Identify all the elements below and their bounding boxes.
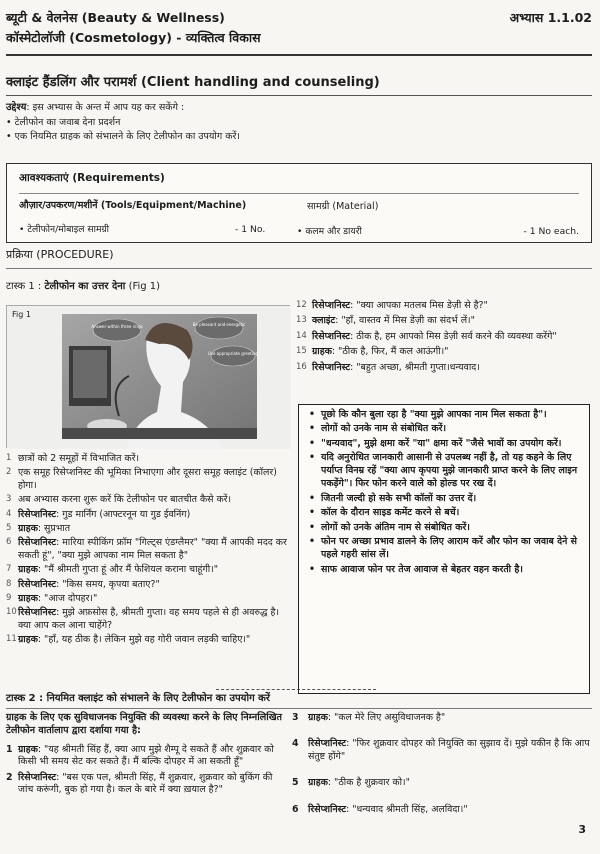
objective-item-2: • एक नियमित ग्राहक को संभालने के लिए टेलीफोन का उपयोग करें। [6, 131, 241, 143]
list-item: 5 ग्राहक: सुप्रभात [6, 523, 71, 535]
divider [19, 193, 579, 194]
dialogue-list-left [6, 453, 290, 649]
tip-item: • लोगों को उनके नाम से संबोधित करें। [321, 423, 581, 436]
page-header [6, 10, 592, 56]
requirements-title: आवश्यकताएं (Requirements) [19, 172, 165, 184]
bubble-text-2: Be pleasant and energetic [192, 322, 246, 327]
list-item: 1 ग्राहक: "यह श्रीमती सिंह हैं, क्या आप मुझे शैम्पू दे सकते हैं और शुक्रवार को किसी भी समय सेट कर सकते हैं। मैं बल्कि दोपहर में आ सकती हूँ" [6, 744, 274, 768]
list-item: 13 क्लाइंट: "हाँ, वास्तव में मिस डेज़ी का संदर्भ लें।" [296, 315, 475, 327]
list-item: 4 रिसेप्शनिस्ट: गुड मार्निंग (आफ्टरनून या गुड ईवनिंग) [6, 508, 191, 520]
tips-box [298, 404, 590, 694]
objective-section [6, 101, 566, 144]
tip-item: • "धन्यवाद", मुझे क्षमा करें "या" क्षमा करें "जैसे भावों का उपयोग करें। [321, 438, 581, 451]
material-qty: - 1 No each. [523, 226, 579, 237]
divider [216, 689, 376, 690]
requirements-box [6, 163, 592, 243]
tools-item: • टेलीफोन/मोबाइल सामग्री [19, 224, 110, 235]
task1-title: टेलीफोन का उत्तर देना [44, 281, 126, 292]
material-header: सामग्री (Material) [307, 201, 379, 212]
receptionist-illustration [7, 306, 291, 449]
task1-label: टास्क 1 : [6, 281, 42, 292]
divider [6, 268, 592, 269]
header-line-1: ब्यूटी & वेलनेस (Beauty & Wellness) [6, 10, 225, 25]
task2-list-left [6, 744, 290, 800]
list-item: 14 रिसेप्शनिस्ट: ठीक है, हम आपको मिस डेज़ी सर्व करने की व्यवस्था करेंगे" [296, 330, 557, 342]
task1-ref: (Fig 1) [128, 281, 161, 292]
list-item: 3 अब अभ्यास करना शुरू करें कि टेलीफोन पर बातचीत कैसे करें। [6, 494, 232, 506]
tip-item: • कॉल के दौरान साइड कमेंट करने से बचें। [321, 507, 581, 520]
list-item: 6 रिसेप्शनिस्ट: "धन्यवाद श्रीमती सिंह, अलविदा।" [292, 803, 468, 815]
list-item: 2 रिसेप्शनिस्ट: "बस एक पल, श्रीमती सिंह, मैं शुक्रवार, शुक्रवार को बुकिंग की जांच करूंगी, बुक हो गया है। कल के बारे में क्या ख़याल है?" [6, 771, 273, 796]
dialogue-list-right [296, 300, 592, 377]
tip-item: • यदि अनुरोधित जानकारी आसानी से उपलब्ध नहीं है, तो यह कहने के लिए पर्याप्त विनम्र रहें "क्या आप कृपया मुझे जानकारी प्राप्त करने के लिए लाइन पकड़ेंगे"। फिर फोन करने वाले को होल्ड पर रख दें। [321, 452, 581, 491]
list-item: 11 ग्राहक: "हाँ, यह ठीक है। लेकिन मुझे वह गोरी जवान लड़की चाहिए।" [6, 634, 251, 646]
exercise-title: क्लाइंट हैंडलिंग और परामर्श (Client handling and counseling) [6, 75, 380, 90]
list-item: 4 रिसेप्शनिस्ट: "फिर शुक्रवार दोपहर को नियुक्ति का सुझाव दें। मुझे यकीन है कि आप संतुष्ट होंगे" [292, 738, 590, 762]
tip-item: • पूछो कि कौन बुला रहा है "क्या मुझे आपका नाम मिल सकता है"। [321, 409, 581, 422]
page-number: 3 [578, 823, 586, 837]
speech-bubble-1 [93, 319, 141, 341]
list-item: 3 ग्राहक: "कल मेरे लिए असुविधाजनक है" [292, 712, 446, 723]
bubble-text-3: Use appropriate greeting [207, 351, 259, 356]
list-item: 2 एक समूह रिसेप्शनिस्ट की भूमिका निभाएगा और दूसरा समूह क्लाइंट (कॉलर) होगा। [6, 467, 277, 491]
list-item: 6 रिसेप्शनिस्ट: मारिया स्पीकिंग फ्रॉम "गिल्ट्स एंडग्लैमर" "क्या मैं आपकी मदद कर सकती हूं", "क्या मुझे आपका नाम मिल सकता है" [6, 537, 287, 561]
divider [6, 708, 592, 709]
speech-bubble-2 [195, 317, 243, 339]
list-item: 10 रिसेप्शनिस्ट: मुझे अफ़सोस है, श्रीमती गुप्ता। वह समय पहले से ही अवरुद्ध है। क्या आप कल आना चाहेंगे? [6, 607, 280, 631]
bubble-text-1: Answer within three rings [91, 324, 143, 329]
tip-item: • जितनी जल्दी हो सके सभी कॉलों का उत्तर दें। [321, 493, 581, 506]
header-line-2: कॉस्मेटोलॉजी (Cosmetology) - व्यक्तित्व विकास [6, 29, 261, 45]
tools-header: औज़ार/उपकरण/मशीनें (Tools/Equipment/Machine) [19, 200, 247, 211]
list-item: 12 रिसेप्शनिस्ट: "क्या आपका मतलब मिस डेज़ी से है?" [296, 300, 488, 311]
objective-label: उद्देश्य [6, 102, 27, 113]
list-item: 8 रिसेप्शनिस्ट: "किस समय, कृपया बताए?" [6, 578, 160, 590]
procedure-heading: प्रक्रिया (PROCEDURE) [6, 248, 114, 261]
task2-list-right [292, 712, 592, 830]
figure-label: Fig 1 [12, 310, 31, 319]
task1-heading [6, 280, 160, 293]
list-item: 15 ग्राहक: "ठीक है, फिर, मैं कल आऊंगी।" [296, 346, 449, 358]
tip-item: • फोन पर अच्छा प्रभाव डालने के लिए आराम करें और फोन का जवाब देने से पहले गहरी सांस लें। [321, 536, 581, 562]
figure-1 [6, 305, 290, 448]
exercise-number: अभ्यास 1.1.02 [509, 10, 592, 25]
list-item: 1 छात्रों को 2 समूहों में विभाजित करें। [6, 453, 140, 464]
material-item: • कलम और डायरी [297, 226, 362, 237]
objective-text: : इस अभ्यास के अन्त में आप यह कर सकेंगे : [26, 102, 185, 113]
objective-item-1: • टेलीफोन का जवाब देना प्रदर्शन [6, 116, 121, 128]
list-item: 5 ग्राहक: "ठीक है शुक्रवार को।" [292, 777, 410, 789]
divider [6, 95, 592, 96]
task2-heading: टास्क 2 : नियमित क्लाइंट को संभालने के लिए टेलीफोन का उपयोग करें [6, 693, 270, 704]
tip-item: • साफ आवाज फोन पर तेज आवाज से बेहतर वहन करती है। [321, 564, 581, 577]
speech-bubble-3 [211, 346, 255, 366]
list-item: 16 रिसेप्शनिस्ट: "बहुत अच्छा, श्रीमती गुप्ता।धन्यवाद। [296, 361, 480, 373]
tools-qty: - 1 No. [235, 224, 266, 235]
list-item: 7 ग्राहक: "मैं श्रीमती गुप्ता हूं और मैं फेशियल कराना चाहूंगी।" [6, 564, 219, 576]
task2-intro: ग्राहक के लिए एक सुविधाजनक नियुक्ति की व्यवस्था करने के लिए निम्नलिखित टेलीफोन वार्तालाप द्वारा दर्शाया गया है: [6, 712, 283, 736]
tip-item: • लोगों को उनके अंतिम नाम से संबोधित करें। [321, 522, 581, 535]
list-item: 9 ग्राहक: "आज दोपहर।" [6, 593, 98, 605]
